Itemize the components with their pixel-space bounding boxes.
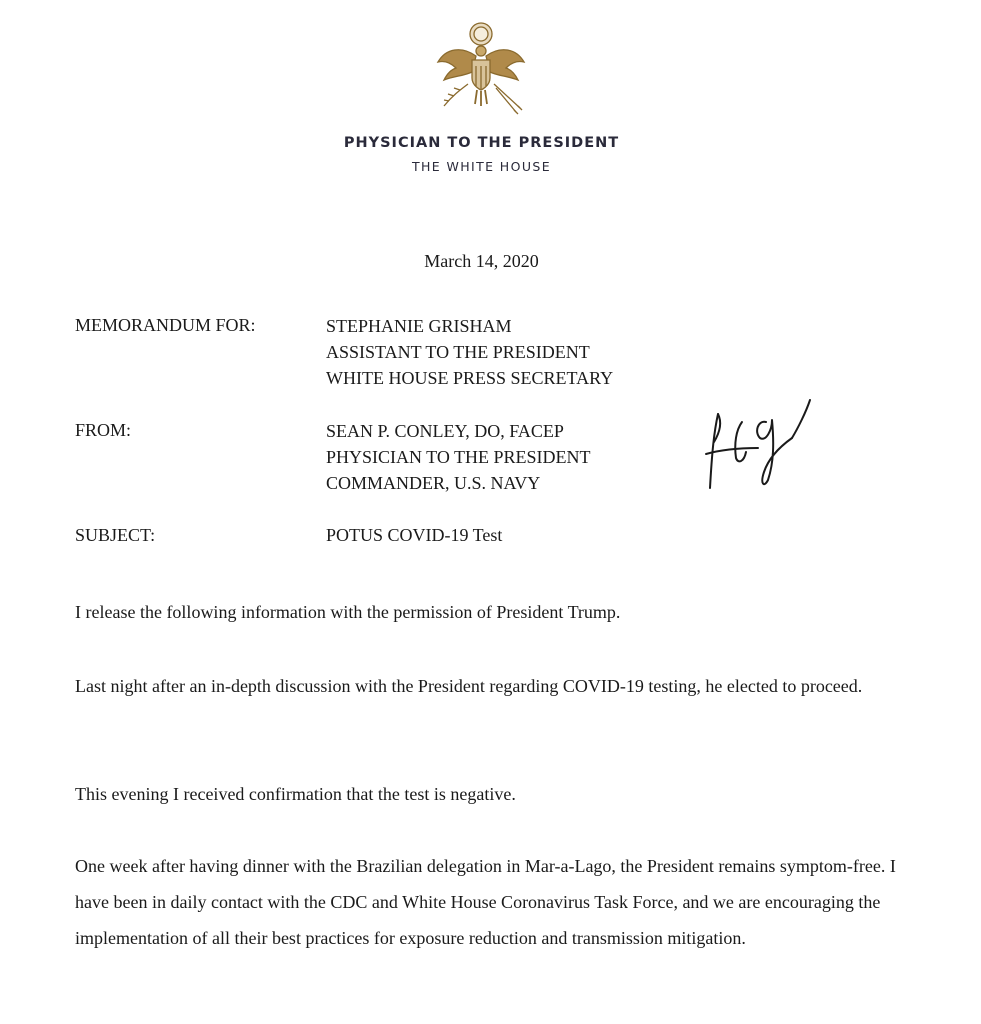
presidential-seal-icon <box>432 16 530 116</box>
body-paragraph: One week after having dinner with the Brazilian delegation in Mar-a-Lago, the President remains symptom-free. I have been in daily contact with the CDC and White House Coronavirus Task Force, and we are encouraging the implementation of all their best practices for exposure reduction and transmission mitigation. <box>75 856 896 948</box>
memo-for-line: STEPHANIE GRISHAM <box>326 316 512 336</box>
letterhead-title: PHYSICIAN TO THE PRESIDENT <box>343 135 620 151</box>
memo-for-line: ASSISTANT TO THE PRESIDENT <box>326 342 590 362</box>
memo-subject: POTUS COVID-19 Test <box>326 525 503 545</box>
memo-for-recipient <box>326 313 613 391</box>
memo-from-line: COMMANDER, U.S. NAVY <box>326 473 541 493</box>
memo-for-label: MEMORANDUM FOR: <box>75 315 256 335</box>
memo-for-line: WHITE HOUSE PRESS SECRETARY <box>326 368 614 388</box>
memo-from-sender <box>326 418 591 496</box>
memo-date: March 14, 2020 <box>424 251 539 271</box>
body-paragraph: This evening I received confirmation that the test is negative. <box>75 784 516 804</box>
letterhead-subtitle: THE WHITE HOUSE <box>411 159 552 174</box>
memo-from-line: PHYSICIAN TO THE PRESIDENT <box>326 447 591 467</box>
body-paragraph: Last night after an in-depth discussion with the President regarding COVID-19 testing, he elected to proceed. <box>75 676 863 696</box>
memo-from-line: SEAN P. CONLEY, DO, FACEP <box>326 421 564 441</box>
signature-icon <box>700 392 820 497</box>
body-paragraph: I release the following information with the permission of President Trump. <box>75 602 621 622</box>
memo-subject-label: SUBJECT: <box>75 525 156 545</box>
memo-from-label: FROM: <box>75 420 132 440</box>
